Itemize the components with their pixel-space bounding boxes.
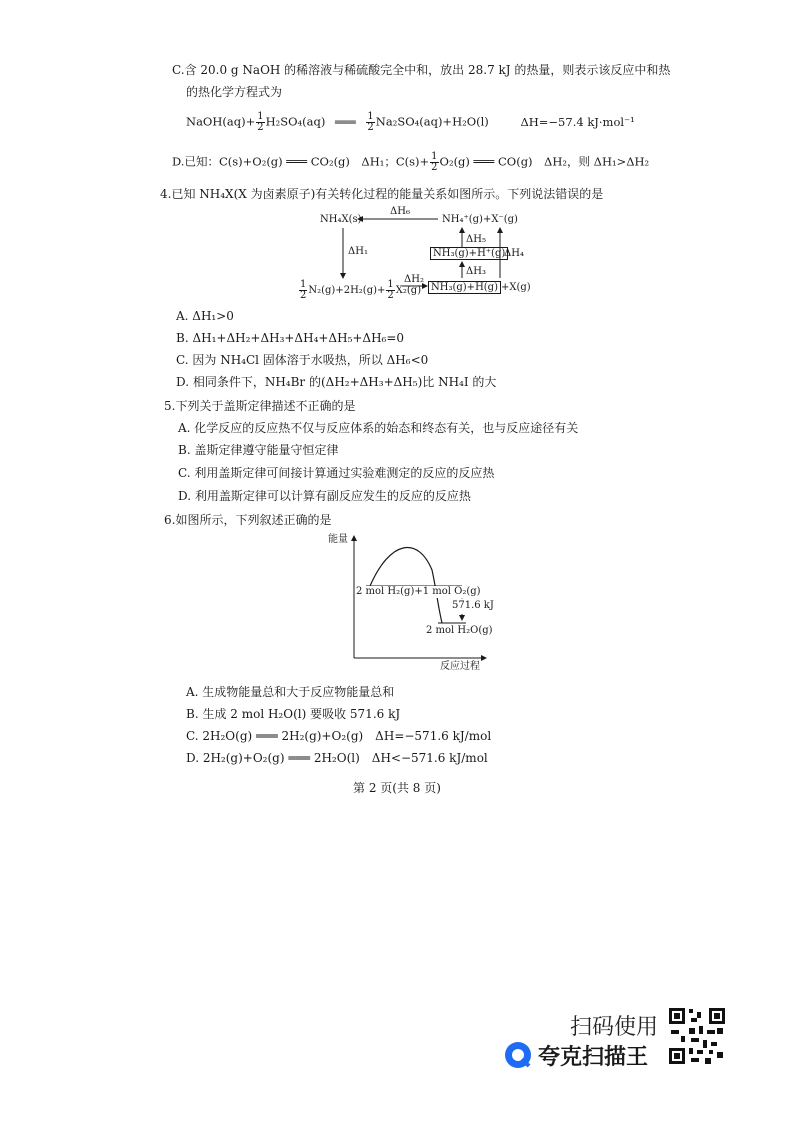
quark-app-name: 夸克扫描王 — [538, 1044, 649, 1070]
q4-nh3-hplus: NH₃(g)+H⁺(g) — [430, 248, 508, 260]
q6-option-b: B. 生成 2 mol H₂O(l) 要吸收 571.6 kJ — [186, 707, 401, 721]
page-footer: 第 2 页(共 8 页) — [353, 781, 441, 795]
q4-dh3: ΔH₃ — [466, 266, 486, 277]
q4-dh4: ΔH₄ — [504, 248, 524, 259]
q6-ylabel: 能量 — [328, 534, 348, 545]
scan-to-use-text: 扫码使用 — [570, 1015, 659, 1040]
q6-stem: 6.如图所示，下列叙述正确的是 — [164, 513, 332, 527]
q4-nh4x: NH₄X(s) — [320, 214, 362, 225]
q5-option-c: C. 利用盖斯定律可间接计算通过实验难测定的反应的反应热 — [178, 466, 495, 480]
q6-energy-graph — [326, 530, 496, 676]
q4-ions: NH₄⁺(g)+X⁻(g) — [442, 214, 518, 225]
q4-elements: $\frac{1}{2}$ N₂(g)+2H₂(g)+ $\frac{1}{2}$ X₂(g) — [300, 279, 422, 301]
quark-scanner-logo — [504, 1040, 648, 1070]
qr-code-icon[interactable] — [667, 1006, 727, 1066]
q3c-line1: C.含 20.0 g NaOH 的稀溶液与稀硫酸完全中和，放出 28.7 kJ 的热量，则表示该反应中和热 — [172, 63, 671, 77]
q4-dh5: ΔH₅ — [466, 234, 486, 245]
q4-dh1: ΔH₁ — [348, 246, 368, 257]
q5-option-a: A. 化学反应的反应热不仅与反应体系的始态和终态有关，也与反应途径有关 — [178, 421, 579, 435]
q4-dh2: ΔH₂ — [404, 274, 424, 285]
q6-option-d: D. 2H₂(g)+O₂(g) ═══ 2H₂O(l) ΔH<−571.6 kJ/mol — [186, 751, 488, 765]
q6-product-label: 2 mol H₂O(g) — [426, 625, 493, 636]
q6-xlabel: 反应过程 — [440, 661, 480, 672]
q4-stem: 4.已知 NH₄X(X 为卤素原子)有关转化过程的能量关系如图所示。下列说法错误的是 — [160, 187, 604, 201]
q4-option-a: A. ΔH₁>0 — [176, 309, 234, 323]
q5-option-b: B. 盖斯定律遵守能量守恒定律 — [178, 443, 339, 457]
q6-option-a: A. 生成物能量总和大于反应物能量总和 — [186, 685, 395, 699]
q4-energy-cycle-diagram — [290, 206, 531, 302]
q3c-equation: NaOH(aq)+ $\frac{1}{2}$ H₂SO₄(aq) ═══ $\frac{1}{2}$ Na₂SO₄(aq)+H₂O(l) ΔH=−57.4 kJ·mol⁻¹ — [186, 111, 635, 133]
q5-stem: 5.下列关于盖斯定律描述不正确的是 — [164, 399, 356, 413]
q6-option-c: C. 2H₂O(g) ═══ 2H₂(g)+O₂(g) ΔH=−571.6 kJ/mol — [186, 729, 492, 743]
q4-option-b: B. ΔH₁+ΔH₂+ΔH₃+ΔH₄+ΔH₅+ΔH₆=0 — [176, 331, 405, 345]
q4-dh6: ΔH₆ — [390, 206, 410, 217]
q3d-line: D.已知：C(s)+O₂(g) ═══ CO₂(g) ΔH₁；C(s)+ $\frac{1}{2}$ O₂(g) ═══ CO(g) ΔH₂，则 ΔH₁>ΔH₂ — [172, 151, 650, 173]
quark-logo-icon — [504, 1041, 532, 1069]
q6-reactants-label: 2 mol H₂(g)+1 mol O₂(g) — [356, 586, 481, 597]
q5-option-d: D. 利用盖斯定律可以计算有副反应发生的反应的反应热 — [178, 489, 471, 503]
q6-energy-label: 571.6 kJ — [452, 600, 494, 611]
q4-option-c: C. 因为 NH₄Cl 固体溶于水吸热，所以 ΔH₆<0 — [176, 353, 429, 367]
q3c-line2: 的热化学方程式为 — [186, 85, 283, 99]
q4-option-d: D. 相同条件下，NH₄Br 的(ΔH₂+ΔH₃+ΔH₅)比 NH₄I 的大 — [176, 375, 497, 389]
q4-nh3-h-x: NH₃(g)+H(g) +X(g) — [428, 282, 531, 294]
